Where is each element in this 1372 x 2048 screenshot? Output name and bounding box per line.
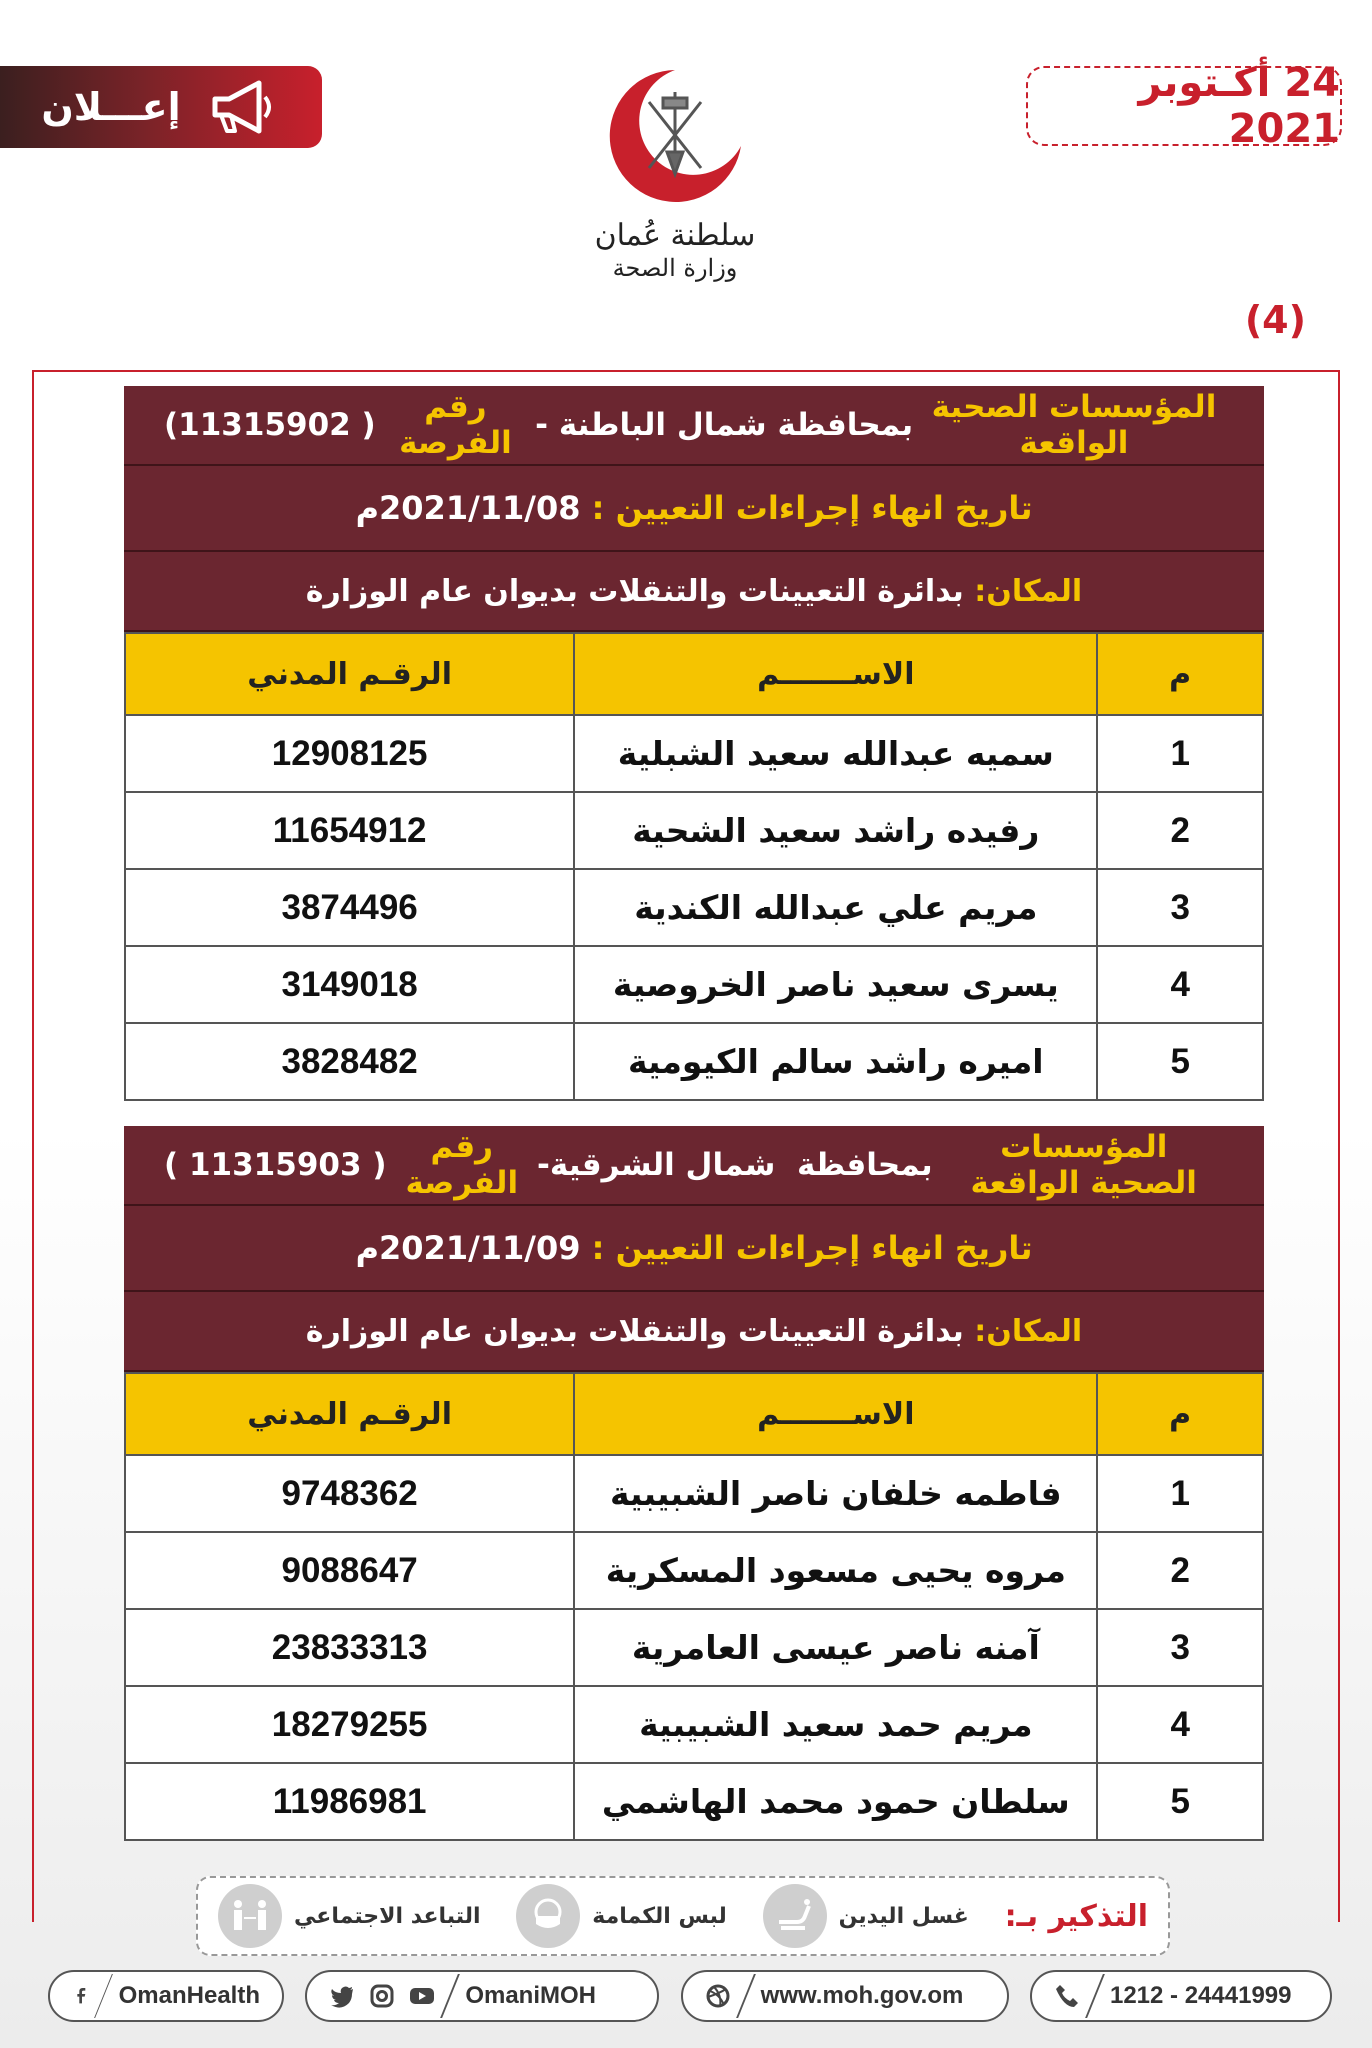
row-number: 1 [1097,1455,1263,1532]
social-handle: OmaniMOH [465,1982,597,2009]
announcement-label: إعـــلان [41,85,181,129]
dribbble-globe-icon [705,1983,731,2009]
column-header-m: م [1097,1373,1263,1455]
row-number: 5 [1097,1763,1263,1840]
row-name: يسرى سعيد ناصر الخروصية [574,946,1097,1023]
oman-emblem-icon [605,62,745,212]
row-civil-id: 18279255 [125,1686,574,1763]
table-row [125,869,1263,946]
row-number: 4 [1097,1686,1263,1763]
table-row [125,1609,1263,1686]
row-civil-id: 9088647 [125,1532,574,1609]
column-header-name: الاســـــــم [574,633,1097,715]
divider [1085,1974,1105,2018]
row-civil-id: 3149018 [125,946,574,1023]
row-name: رفيده راشد سعيد الشحية [574,792,1097,869]
facebook-handle: OmanHealth [118,1982,260,2009]
candidates-table [124,1372,1264,1841]
phone-pill[interactable] [1030,1970,1332,2022]
twitter-icon [329,1983,355,2009]
ministry-logo [560,62,790,318]
row-number: 5 [1097,1023,1263,1100]
row-number: 4 [1097,946,1263,1023]
phone-number: 1212 - 24441999 [1109,1982,1292,2009]
table-row [125,946,1263,1023]
column-header-civil-id: الرقـم المدني [125,1373,574,1455]
row-civil-id: 3874496 [125,869,574,946]
table-row [125,715,1263,792]
reminder-hand-washing [763,1884,969,1948]
row-name: مريم علي عبدالله الكندية [574,869,1097,946]
end-date-row: تاريخ انهاء إجراءات التعيين : 2021/11/09م [124,1206,1264,1292]
row-name: مريم حمد سعيد الشبيبية [574,1686,1097,1763]
row-civil-id: 9748362 [125,1455,574,1532]
reminder-social-distancing [218,1884,480,1948]
column-header-name: الاســـــــم [574,1373,1097,1455]
row-number: 2 [1097,792,1263,869]
row-civil-id: 23833313 [125,1609,574,1686]
section-north-batinah [124,386,1264,1101]
ministry-name [595,218,756,283]
row-name: آمنه ناصر عيسى العامرية [574,1609,1097,1686]
row-name: سلطان حمود محمد الهاشمي [574,1763,1097,1840]
social-pill[interactable] [305,1970,659,2022]
facebook-icon [72,1983,89,2009]
reminder-bar [196,1876,1170,1956]
table-header-row [125,1373,1263,1455]
row-number: 3 [1097,1609,1263,1686]
megaphone-icon [207,79,281,135]
social-distancing-icon [218,1884,282,1948]
instagram-icon [369,1983,395,2009]
row-civil-id: 12908125 [125,715,574,792]
divider [94,1974,113,2018]
row-name: سميه عبدالله سعيد الشبلية [574,715,1097,792]
table-row [125,792,1263,869]
place-row: المكان: بدائرة التعيينات والتنقلات بديوان عام الوزارة [124,552,1264,632]
reminder-mask [516,1884,727,1948]
logo-line-2: وزارة الصحة [612,254,738,282]
divider [736,1974,756,2018]
row-number: 1 [1097,715,1263,792]
logo-line-1: سلطنة عُمان [594,218,756,253]
column-header-m: م [1097,633,1263,715]
reminder-label: التباعد الاجتماعي [294,1903,481,1929]
row-name: اميره راشد سالم الكيومية [574,1023,1097,1100]
divider [440,1974,460,2018]
row-number: 2 [1097,1532,1263,1609]
end-date-row: تاريخ انهاء إجراءات التعيين : 2021/11/08م [124,466,1264,552]
website-pill[interactable] [681,1970,1009,2022]
reminder-label: غسل اليدين [838,1903,969,1929]
reminder-label: لبس الكمامة [592,1903,727,1929]
row-number: 3 [1097,869,1263,946]
section-title: المؤسسات الصحية الواقعة بمحافظة شمال الباطنة - رقم الفرصة ( 11315902) [124,386,1264,466]
table-row [125,1532,1263,1609]
candidates-table [124,632,1264,1101]
face-mask-icon [516,1884,580,1948]
row-name: فاطمه خلفان ناصر الشبيبية [574,1455,1097,1532]
announcement-banner [0,66,322,148]
section-north-sharqiyah [124,1126,1264,1841]
place-row: المكان: بدائرة التعيينات والتنقلات بديوان عام الوزارة [124,1292,1264,1372]
phone-icon [1054,1983,1080,2009]
table-row [125,1686,1263,1763]
row-civil-id: 11654912 [125,792,574,869]
facebook-pill[interactable] [48,1970,284,2022]
table-row [125,1455,1263,1532]
reminder-title: التذكير بـ: [1004,1898,1148,1934]
row-civil-id: 3828482 [125,1023,574,1100]
row-name: مروه يحيى مسعود المسكرية [574,1532,1097,1609]
announcement-date: 24 أكـتوبر 2021 [1026,66,1342,146]
section-title: المؤسسات الصحية الواقعة بمحافظة شمال الشرقية- رقم الفرصة ( 11315903 ) [124,1126,1264,1206]
table-header-row [125,633,1263,715]
row-civil-id: 11986981 [125,1763,574,1840]
website-url: www.moh.gov.om [760,1982,964,2009]
column-header-civil-id: الرقـم المدني [125,633,574,715]
page-number: (4) [1244,298,1306,342]
youtube-icon [409,1983,435,2009]
table-row [125,1763,1263,1840]
hand-washing-icon [763,1884,827,1948]
contact-footer [48,1970,1332,2024]
table-row [125,1023,1263,1100]
